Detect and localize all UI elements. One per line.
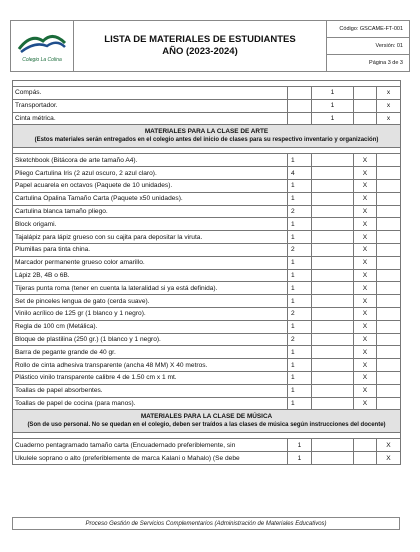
empty-cell [354,99,377,112]
item-check: X [354,346,377,359]
table-row [13,333,401,346]
empty-cell [377,346,401,359]
item-quantity: 1 [288,269,312,282]
empty-cell [312,333,354,346]
table-row [13,154,401,167]
item-description: Ukulele soprano o alto (preferiblemente de marca Kalani o Mahalo) (Se debe [13,452,288,465]
item-check: X [354,167,377,180]
item-quantity: 2 [288,307,312,320]
item-quantity: 1 [288,452,312,465]
item-description: Toallas de papel absorbentes. [13,384,288,397]
table-row [13,439,401,452]
table-row [13,346,401,359]
item-description: Lápiz 2B, 4B o 6B. [13,269,288,282]
page-number: Página 3 de 3 [369,60,403,66]
table-row [13,295,401,308]
empty-cell [312,282,354,295]
school-logo [11,21,74,71]
empty-cell [312,371,354,384]
item-check: X [354,359,377,372]
item-quantity: 1 [288,371,312,384]
item-description: Marcador permanente grueso color amarillo. [13,256,288,269]
item-quantity: 1 [312,99,354,112]
item-check: X [354,282,377,295]
section-subtitle: (Estos materiales serán entregados en el colegio antes del inicio de clases para su respectivo inventario y organización) [34,137,379,144]
table-row [13,307,401,320]
item-description: Barra de pegante grande de 40 gr. [13,346,288,359]
empty-cell [288,112,312,125]
item-check: X [354,320,377,333]
empty-cell [312,320,354,333]
item-check: X [354,307,377,320]
item-quantity: 1 [288,282,312,295]
table-row [13,87,401,100]
item-description: Rollo de cinta adhesiva transparente (ancha 48 MM) X 40 metros. [13,359,288,372]
empty-cell [377,371,401,384]
empty-cell [354,87,377,100]
empty-cell [377,205,401,218]
item-check: X [354,256,377,269]
item-description: Tajalápiz para lápiz grueso con su cajita para depositar la viruta. [13,231,288,244]
item-check: X [354,243,377,256]
empty-cell [312,167,354,180]
item-description: Pliego Cartulina Iris (2 azul oscuro, 2 azul claro). [13,167,288,180]
item-check: X [354,218,377,231]
empty-cell [377,307,401,320]
empty-cell [377,192,401,205]
empty-cell [377,359,401,372]
item-quantity: 2 [288,333,312,346]
item-check: X [354,295,377,308]
empty-cell [377,218,401,231]
section-header [13,125,401,148]
item-quantity: 1 [288,295,312,308]
item-description: Plumillas para tinta china. [13,243,288,256]
table-row [13,218,401,231]
empty-cell [312,397,354,410]
section-title: MATERIALES PARA LA CLASE DE MÚSICA [140,413,273,421]
empty-cell [312,269,354,282]
table-row [13,320,401,333]
table-row [13,359,401,372]
empty-cell [377,256,401,269]
item-check: X [377,452,401,465]
item-quantity: 1 [288,231,312,244]
section-header-cell [13,410,401,433]
item-check: X [354,269,377,282]
item-check: X [354,397,377,410]
empty-cell [377,397,401,410]
document-meta [327,21,409,71]
empty-cell [312,179,354,192]
empty-cell [312,307,354,320]
item-description: Cartulina blanca tamaño pliego. [13,205,288,218]
empty-cell [312,295,354,308]
item-description: Regla de 100 cm (Metálica). [13,320,288,333]
item-description: Block origami. [13,218,288,231]
item-check: x [377,99,401,112]
table-row [13,99,401,112]
item-check: X [354,192,377,205]
item-quantity: 1 [288,346,312,359]
item-quantity: 1 [288,192,312,205]
item-check: x [377,112,401,125]
item-quantity: 1 [288,384,312,397]
table-row [13,269,401,282]
empty-cell [288,99,312,112]
section-title: MATERIALES PARA LA CLASE DE ARTE [144,128,269,136]
empty-cell [312,154,354,167]
item-quantity: 1 [288,179,312,192]
table-row [13,243,401,256]
item-quantity: 1 [288,218,312,231]
item-check: X [354,205,377,218]
empty-cell [377,179,401,192]
document-footer: Proceso Gestión de Servicios Complementarios (Administración de Materiales Educativos) [12,517,400,530]
item-check: X [354,371,377,384]
table-row [13,179,401,192]
item-description: Bloque de plastilina (250 gr.) (1 blanco y 1 negro). [13,333,288,346]
table-row [13,452,401,465]
item-quantity: 4 [288,167,312,180]
mountain-logo-icon [17,27,67,55]
item-quantity: 1 [288,439,312,452]
item-description: Compás. [13,87,288,100]
empty-cell [377,282,401,295]
item-quantity: 1 [288,359,312,372]
item-description: Sketchbook (Bitácora de arte tamaño A4). [13,154,288,167]
empty-cell [312,359,354,372]
empty-cell [354,452,377,465]
item-quantity: 1 [312,87,354,100]
empty-cell [312,256,354,269]
table-row [13,256,401,269]
table-row [13,167,401,180]
empty-cell [312,205,354,218]
item-quantity: 1 [288,320,312,333]
title-line-1: LISTA DE MATERIALES DE ESTUDIANTES [104,34,296,45]
item-check: X [354,333,377,346]
item-description: Tijeras punta roma (tener en cuenta la lateralidad si ya está definida). [13,282,288,295]
empty-cell [312,346,354,359]
empty-cell [377,269,401,282]
item-description: Papel acuarela en octavos (Paquete de 10 unidades). [13,179,288,192]
logo-text: Colegio La Colina [22,57,62,63]
item-description: Plástico vinilo transparente calibre 4 de 1.50 cm x 1 mt. [13,371,288,384]
item-check: X [354,154,377,167]
materials-table [12,80,401,465]
item-description: Set de pinceles lengua de gato (cerda suave). [13,295,288,308]
item-description: Cuaderno pentagramado tamaño carta (Encuadernado preferiblemente, sin [13,439,288,452]
item-quantity: 2 [288,243,312,256]
item-quantity: 1 [312,112,354,125]
item-check: x [377,87,401,100]
item-quantity: 2 [288,205,312,218]
table-row [13,192,401,205]
empty-cell [312,231,354,244]
item-check: X [354,179,377,192]
empty-cell [377,167,401,180]
empty-cell [377,154,401,167]
empty-cell [377,295,401,308]
empty-cell [377,384,401,397]
table-row [13,397,401,410]
table-row [13,205,401,218]
empty-cell [312,192,354,205]
item-description: Cartulina Opalina Tamaño Carta (Paquete x50 unidades). [13,192,288,205]
empty-cell [377,231,401,244]
empty-cell [312,452,354,465]
item-description: Vinilo acrílico de 125 gr (1 blanco y 1 negro). [13,307,288,320]
section-header-cell [13,125,401,148]
item-check: X [354,231,377,244]
document-version: Versión: 01 [327,38,409,55]
empty-cell [377,320,401,333]
item-quantity: 1 [288,256,312,269]
empty-cell [354,112,377,125]
document-header [10,20,410,72]
empty-cell [288,87,312,100]
document-code: Código: GSCAME-FT-001 [327,21,409,38]
table-row [13,384,401,397]
item-check: X [354,384,377,397]
table-row [13,231,401,244]
empty-cell [312,218,354,231]
empty-cell [312,243,354,256]
empty-cell [312,384,354,397]
item-quantity: 1 [288,154,312,167]
item-description: Toallas de papel de cocina (para manos). [13,397,288,410]
empty-cell [377,243,401,256]
item-quantity: 1 [288,397,312,410]
item-check: X [377,439,401,452]
table-row [13,112,401,125]
empty-cell [354,439,377,452]
document-title [74,21,327,71]
item-description: Cinta métrica. [13,112,288,125]
empty-cell [312,439,354,452]
section-header [13,410,401,433]
table-row [13,371,401,384]
section-subtitle: (Son de uso personal. No se quedan en el colegio, deben ser traídos a las clases de música según instrucciones del docente) [27,422,386,429]
item-description: Transportador. [13,99,288,112]
title-line-2: AÑO (2023-2024) [162,46,238,57]
empty-cell [377,333,401,346]
table-row [13,282,401,295]
